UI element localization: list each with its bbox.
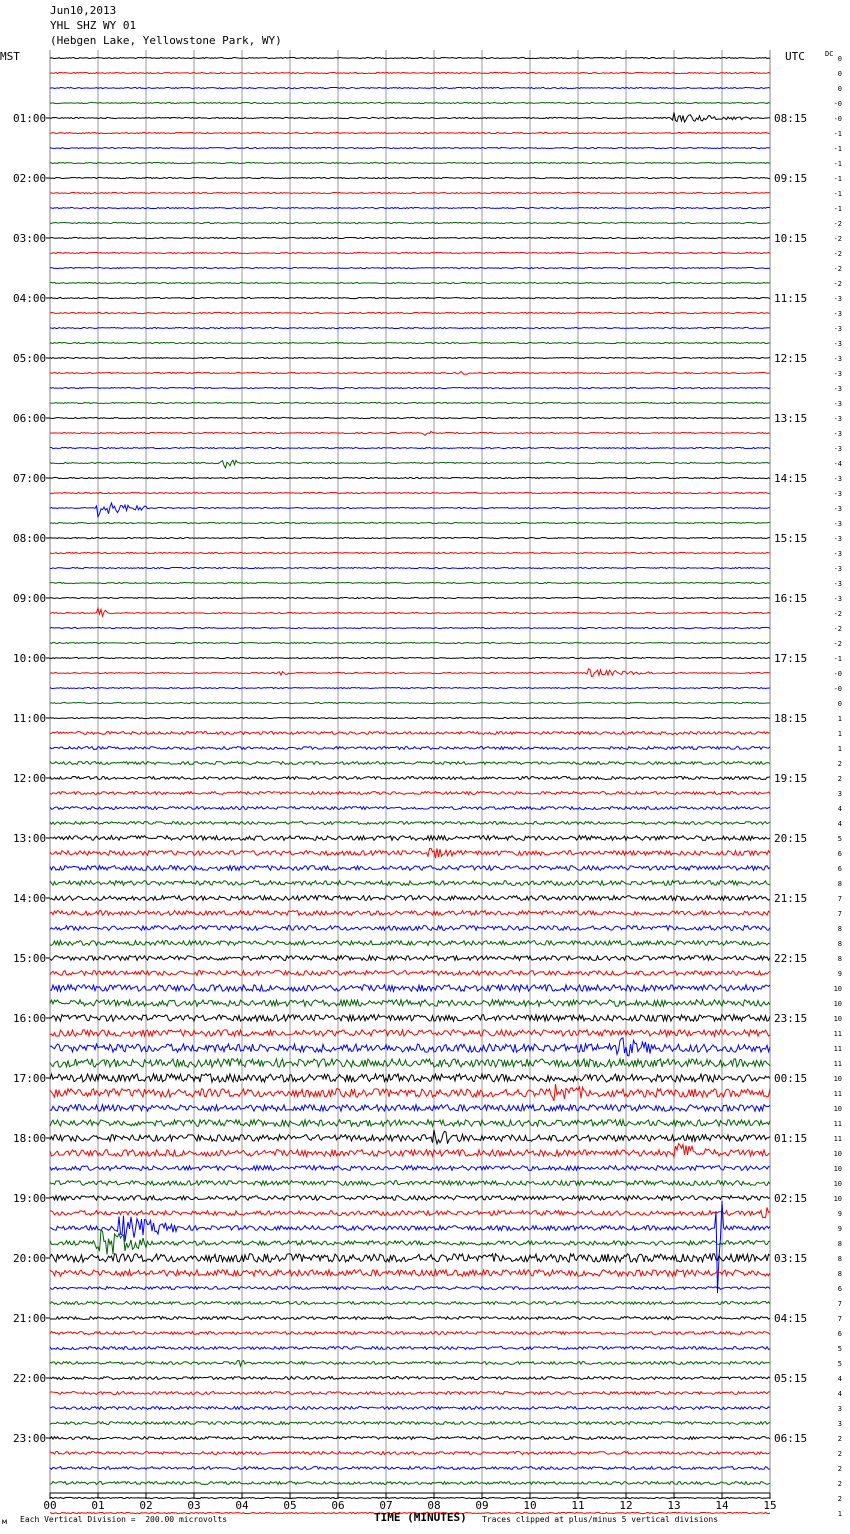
trace-40 (50, 657, 770, 658)
utc-hour-label: 00:15 (774, 1072, 808, 1085)
dc-offset-label: -2 (833, 235, 842, 243)
trace-72 (50, 1130, 770, 1144)
utc-hour-label: 15:15 (774, 532, 808, 545)
dc-offset-label: 8 (837, 940, 842, 948)
utc-hour-label: 01:15 (774, 1132, 808, 1145)
trace-8 (50, 177, 770, 178)
trace-75 (50, 1181, 770, 1186)
trace-28 (50, 477, 770, 478)
dc-offset-label: -0 (833, 685, 842, 693)
trace-4 (50, 112, 770, 122)
dc-label: DC (825, 50, 834, 58)
mst-hour-label: 19:00 (13, 1192, 47, 1205)
trace-90 (50, 1407, 770, 1410)
trace-69 (50, 1084, 770, 1101)
dc-offset-label: 10 (833, 1180, 842, 1188)
trace-78 (50, 1201, 770, 1293)
dc-offset-label: -3 (833, 415, 842, 423)
dc-offset-label: 6 (837, 850, 842, 858)
trace-35 (50, 582, 770, 583)
dc-offset-label: 5 (837, 835, 842, 843)
utc-hour-label: 09:15 (774, 172, 808, 185)
trace-12 (50, 237, 770, 238)
dc-offset-label: 2 (837, 1465, 842, 1473)
dc-offset-label: 6 (837, 1285, 842, 1293)
trace-73 (50, 1144, 770, 1157)
dc-offset-label: 7 (837, 910, 842, 918)
mst-hour-label: 02:00 (13, 172, 47, 185)
mst-hour-label: 04:00 (13, 292, 47, 305)
dc-offset-label: 4 (837, 805, 842, 813)
dc-offset-label: -3 (833, 535, 842, 543)
dc-offset-label: 10 (833, 985, 842, 993)
trace-52 (50, 836, 770, 841)
mst-hour-label: 16:00 (13, 1012, 47, 1025)
trace-84 (50, 1317, 770, 1320)
mst-hour-label: 11:00 (13, 712, 47, 725)
trace-58 (50, 926, 770, 931)
trace-11 (50, 222, 770, 223)
dc-offset-label: 8 (837, 925, 842, 933)
trace-34 (50, 567, 770, 568)
trace-55 (50, 881, 770, 886)
trace-50 (50, 807, 770, 810)
trace-41 (50, 669, 770, 677)
dc-offset-label: -3 (833, 505, 842, 513)
x-tick-label: 06 (331, 1499, 345, 1512)
dc-offset-label: -1 (833, 175, 842, 183)
trace-65 (50, 1030, 770, 1037)
dc-offset-label: 2 (837, 1480, 842, 1488)
dc-offset-label: 6 (837, 865, 842, 873)
utc-hour-label: 04:15 (774, 1312, 808, 1325)
dc-offset-label: -3 (833, 385, 842, 393)
trace-53 (50, 848, 770, 858)
trace-19 (50, 342, 770, 343)
trace-57 (50, 911, 770, 916)
dc-offset-label: 7 (837, 1300, 842, 1308)
dc-offset-label: -2 (833, 265, 842, 273)
trace-94 (50, 1467, 770, 1470)
x-tick-label: 08 (427, 1499, 441, 1512)
utc-hour-label: 18:15 (774, 712, 808, 725)
trace-24 (50, 417, 770, 418)
trace-93 (50, 1452, 770, 1455)
mst-hour-label: 23:00 (13, 1432, 47, 1445)
dc-offset-label: -3 (833, 475, 842, 483)
trace-56 (50, 896, 770, 901)
utc-hour-label: 11:15 (774, 292, 808, 305)
dc-offset-label: 8 (837, 1240, 842, 1248)
dc-offset-label: 8 (837, 880, 842, 888)
dc-offset-label: 0 (837, 700, 842, 708)
trace-82 (50, 1287, 770, 1290)
dc-offset-label: 5 (837, 1345, 842, 1353)
dc-offset-label: -4 (833, 460, 842, 468)
dc-offset-label: 10 (833, 1000, 842, 1008)
dc-offset-label: -3 (833, 295, 842, 303)
x-tick-label: 12 (619, 1499, 633, 1512)
dc-offset-label: 10 (833, 1075, 842, 1083)
dc-offset-label: 11 (833, 1030, 842, 1038)
dc-offset-label: 10 (833, 1165, 842, 1173)
dc-offset-label: 8 (837, 955, 842, 963)
dc-offset-label: 2 (837, 1435, 842, 1443)
trace-85 (50, 1332, 770, 1335)
trace-1 (50, 72, 770, 73)
mst-hour-label: 13:00 (13, 832, 47, 845)
dc-offset-label: -0 (833, 115, 842, 123)
trace-96 (50, 1497, 770, 1498)
trace-62 (50, 985, 770, 992)
dc-offset-label: 2 (837, 1450, 842, 1458)
utc-hour-label: 23:15 (774, 1012, 808, 1025)
dc-offset-label: 3 (837, 1420, 842, 1428)
trace-29 (50, 492, 770, 493)
dc-offset-label: 1 (837, 745, 842, 753)
dc-offset-label: -1 (833, 130, 842, 138)
trace-71 (50, 1120, 770, 1127)
dc-offset-label: -1 (833, 145, 842, 153)
trace-64 (50, 1015, 770, 1022)
trace-18 (50, 327, 770, 328)
trace-66 (50, 1038, 770, 1056)
dc-offset-label: 10 (833, 1195, 842, 1203)
trace-49 (50, 792, 770, 795)
mst-hour-label: 15:00 (13, 952, 47, 965)
dc-offset-label: 9 (837, 1225, 842, 1233)
trace-17 (50, 312, 770, 313)
trace-2 (50, 87, 770, 88)
trace-22 (50, 387, 770, 388)
mst-hour-label: 07:00 (13, 472, 47, 485)
trace-77 (50, 1207, 770, 1217)
dc-offset-label: 4 (837, 1375, 842, 1383)
right-axis-label: UTC (785, 50, 805, 63)
dc-offset-label: 10 (833, 1015, 842, 1023)
left-axis-label: MST (0, 50, 20, 63)
trace-38 (50, 627, 770, 628)
x-tick-label: 15 (763, 1499, 777, 1512)
trace-59 (50, 941, 770, 946)
dc-offset-label: 2 (837, 760, 842, 768)
utc-hour-label: 19:15 (774, 772, 808, 785)
dc-offset-label: 1 (837, 730, 842, 738)
x-tick-label: 11 (571, 1499, 585, 1512)
x-tick-label: 00 (43, 1499, 57, 1512)
dc-offset-label: 7 (837, 1315, 842, 1323)
footer-mark: м (2, 1517, 7, 1526)
scale-note: Each Vertical Division = 200.00 microvolts (20, 1515, 228, 1524)
mst-hour-label: 10:00 (13, 652, 47, 665)
trace-44 (50, 717, 770, 718)
dc-offset-label: -2 (833, 640, 842, 648)
trace-92 (50, 1437, 770, 1440)
dc-offset-label: 11 (833, 1090, 842, 1098)
trace-60 (50, 956, 770, 961)
utc-hour-label: 21:15 (774, 892, 808, 905)
utc-hour-label: 05:15 (774, 1372, 808, 1385)
trace-14 (50, 267, 770, 268)
trace-33 (50, 552, 770, 553)
trace-23 (50, 402, 770, 403)
trace-80 (50, 1254, 770, 1262)
trace-36 (50, 597, 770, 598)
dc-offset-label: -1 (833, 205, 842, 213)
x-tick-label: 04 (235, 1499, 249, 1512)
x-tick-label: 10 (523, 1499, 537, 1512)
dc-offset-label: -0 (833, 670, 842, 678)
mst-hour-label: 06:00 (13, 412, 47, 425)
trace-21 (50, 371, 770, 374)
dc-offset-label: 9 (837, 970, 842, 978)
mst-hour-label: 20:00 (13, 1252, 47, 1265)
trace-74 (50, 1166, 770, 1171)
dc-offset-label: -3 (833, 400, 842, 408)
mst-hour-label: 14:00 (13, 892, 47, 905)
trace-25 (50, 431, 770, 435)
mst-hour-label: 12:00 (13, 772, 47, 785)
trace-10 (50, 207, 770, 208)
dc-offset-label: 2 (837, 1495, 842, 1503)
trace-95 (50, 1482, 770, 1485)
trace-89 (50, 1392, 770, 1395)
utc-hour-label: 14:15 (774, 472, 808, 485)
dc-offset-label: 0 (837, 85, 842, 93)
mst-hour-label: 03:00 (13, 232, 47, 245)
trace-51 (50, 822, 770, 825)
dc-offset-label: -2 (833, 250, 842, 258)
trace-15 (50, 282, 770, 283)
trace-26 (50, 447, 770, 448)
dc-offset-label: -2 (833, 625, 842, 633)
utc-hour-label: 10:15 (774, 232, 808, 245)
trace-5 (50, 132, 770, 133)
trace-91 (50, 1422, 770, 1425)
dc-offset-label: 1 (837, 715, 842, 723)
clip-note: Traces clipped at plus/minus 5 vertical divisions (482, 1515, 719, 1524)
x-tick-label: 14 (715, 1499, 729, 1512)
dc-offset-label: 10 (833, 1105, 842, 1113)
dc-offset-label: 9 (837, 1210, 842, 1218)
trace-87 (50, 1361, 770, 1367)
utc-hour-label: 08:15 (774, 112, 808, 125)
dc-offset-label: -3 (833, 490, 842, 498)
dc-offset-label: -3 (833, 430, 842, 438)
utc-hour-label: 20:15 (774, 832, 808, 845)
trace-3 (50, 102, 770, 103)
dc-offset-label: 3 (837, 790, 842, 798)
utc-hour-label: 22:15 (774, 952, 808, 965)
x-tick-label: 09 (475, 1499, 489, 1512)
dc-offset-label: -3 (833, 565, 842, 573)
trace-70 (50, 1105, 770, 1112)
header-date: Jun10,2013 (50, 4, 117, 17)
mst-hour-label: 01:00 (13, 112, 47, 125)
trace-30 (50, 503, 770, 517)
trace-39 (50, 642, 770, 643)
utc-hour-label: 13:15 (774, 412, 808, 425)
dc-offset-label: 0 (837, 55, 842, 63)
dc-offset-label: -2 (833, 610, 842, 618)
mst-hour-label: 18:00 (13, 1132, 47, 1145)
header-location: (Hebgen Lake, Yellowstone Park, WY) (50, 34, 282, 47)
trace-46 (50, 747, 770, 750)
trace-67 (50, 1059, 770, 1067)
dc-offset-label: -3 (833, 370, 842, 378)
x-tick-label: 13 (667, 1499, 681, 1512)
x-axis-title: TIME (MINUTES) (374, 1511, 467, 1524)
trace-83 (50, 1302, 770, 1305)
trace-42 (50, 687, 770, 688)
dc-offset-label: 4 (837, 1390, 842, 1398)
mst-hour-label: 22:00 (13, 1372, 47, 1385)
x-tick-label: 05 (283, 1499, 297, 1512)
dc-offset-label: 11 (833, 1060, 842, 1068)
dc-offset-label: 11 (833, 1045, 842, 1053)
trace-61 (50, 971, 770, 976)
trace-54 (50, 866, 770, 871)
x-tick-label: 07 (379, 1499, 393, 1512)
dc-offset-label: 8 (837, 1255, 842, 1263)
trace-27 (50, 460, 770, 468)
trace-47 (50, 762, 770, 765)
trace-86 (50, 1347, 770, 1350)
utc-hour-label: 12:15 (774, 352, 808, 365)
x-tick-label: 01 (91, 1499, 105, 1512)
trace-9 (50, 192, 770, 193)
utc-hour-label: 17:15 (774, 652, 808, 665)
mst-hour-label: 08:00 (13, 532, 47, 545)
trace-group (50, 57, 770, 1513)
trace-81 (50, 1270, 770, 1277)
dc-offset-label: 6 (837, 1330, 842, 1338)
mst-hour-label: 09:00 (13, 592, 47, 605)
dc-offset-label: -3 (833, 550, 842, 558)
dc-offset-label: 3 (837, 1405, 842, 1413)
dc-offset-label: 11 (833, 1135, 842, 1143)
utc-hour-label: 02:15 (774, 1192, 808, 1205)
mst-hour-label: 17:00 (13, 1072, 47, 1085)
trace-76 (50, 1196, 770, 1201)
trace-43 (50, 702, 770, 703)
dc-offset-label: -1 (833, 655, 842, 663)
utc-hour-label: 06:15 (774, 1432, 808, 1445)
dc-offset-label: 8 (837, 1270, 842, 1278)
dc-offset-label: -3 (833, 520, 842, 528)
dc-offset-label: -3 (833, 355, 842, 363)
dc-offset-label: -3 (833, 445, 842, 453)
trace-13 (50, 252, 770, 253)
mst-hour-label: 05:00 (13, 352, 47, 365)
utc-hour-label: 16:15 (774, 592, 808, 605)
dc-offset-label: -2 (833, 220, 842, 228)
dc-offset-label: 4 (837, 820, 842, 828)
trace-88 (50, 1377, 770, 1380)
dc-offset-label: 0 (837, 70, 842, 78)
utc-hour-label: 03:15 (774, 1252, 808, 1265)
dc-offset-label: -3 (833, 595, 842, 603)
dc-offset-label: -0 (833, 100, 842, 108)
trace-0 (50, 57, 770, 58)
dc-offset-label: -1 (833, 160, 842, 168)
x-tick-label: 02 (139, 1499, 153, 1512)
trace-7 (50, 162, 770, 163)
mst-hour-label: 21:00 (13, 1312, 47, 1325)
header-station: YHL SHZ WY 01 (50, 19, 137, 32)
dc-offset-label: 5 (837, 1360, 842, 1368)
dc-offset-label: 2 (837, 775, 842, 783)
trace-6 (50, 147, 770, 148)
trace-68 (50, 1074, 770, 1082)
trace-31 (50, 522, 770, 523)
dc-offset-label: -1 (833, 190, 842, 198)
trace-37 (50, 608, 770, 616)
trace-45 (50, 732, 770, 735)
dc-offset-label: -3 (833, 340, 842, 348)
x-tick-label: 03 (187, 1499, 201, 1512)
trace-20 (50, 357, 770, 358)
dc-offset-label: -3 (833, 310, 842, 318)
dc-offset-label: 1 (837, 1510, 842, 1518)
dc-offset-label: 11 (833, 1120, 842, 1128)
trace-16 (50, 297, 770, 298)
trace-32 (50, 537, 770, 538)
dc-offset-label: 10 (833, 1150, 842, 1158)
dc-offset-label: 7 (837, 895, 842, 903)
trace-63 (50, 1000, 770, 1007)
trace-48 (50, 777, 770, 780)
dc-offset-label: -2 (833, 280, 842, 288)
dc-offset-label: -3 (833, 325, 842, 333)
dc-offset-label: -3 (833, 580, 842, 588)
label-group (13, 55, 842, 1518)
